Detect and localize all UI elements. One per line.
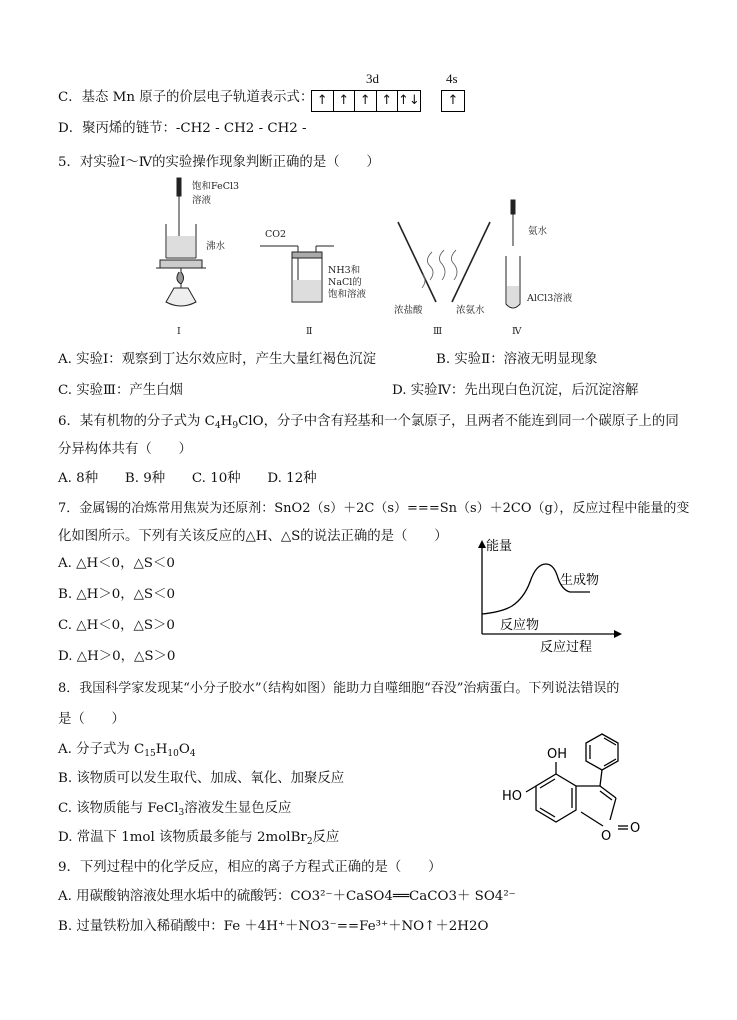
q8-d-1: D. 常温下 1mol 该物质最多能与 2molBr — [58, 830, 307, 845]
exp1-reagent-label-2: 溶液 — [192, 195, 212, 206]
q6-options: A. 8种 B. 9种 C. 10种 D. 12种 — [58, 471, 317, 486]
q8-option-d — [58, 829, 339, 851]
q7-option-a: A. △H＜0，△S＜0 — [58, 556, 175, 571]
exp4-reagent-label: 氨水 — [528, 226, 548, 237]
q8-stem-line1: 8．我国科学家发现某“小分子胶水”（结构如图）能助力自噬细胞“吞没”治病蛋白。下列说法错误的 — [58, 681, 620, 696]
exp2-liquid-label-3: 饱和溶液 — [328, 289, 367, 300]
orbital-box-4s — [441, 90, 465, 112]
q8-stem-line2: 是（ ） — [58, 712, 125, 727]
graph-reactant-label: 反应物 — [500, 618, 540, 633]
q6-stem-1c: H — [220, 414, 233, 429]
orbital-box-3d — [311, 90, 421, 112]
orbital-3d-5: ↑↓ — [398, 93, 420, 108]
benzo-ring — [536, 774, 576, 822]
graph-product-label: 生成物 — [560, 573, 600, 588]
exp2-liquid-label-1: NH3和 — [328, 265, 361, 276]
label-4s: 4s — [446, 71, 458, 86]
q9-option-a: A. 用碳酸钠溶液处理水垢中的硫酸钙：CO3²⁻＋CaSO4══CaCO3＋ SO4²⁻ — [58, 889, 516, 904]
energy-curve — [482, 564, 590, 614]
energy-axis-x-arrow — [614, 630, 622, 638]
q8-c-3: 溶液发生显色反应 — [184, 801, 292, 816]
struct-ho-left: HO — [502, 789, 523, 804]
exp-num-4: Ⅳ — [512, 326, 522, 337]
q9-stem: 9．下列过程中的化学反应，相应的离子方程式正确的是（ ） — [58, 860, 442, 875]
struct-o-keto: O — [630, 821, 641, 836]
q7-stem-line2: 化如图所示。下列有关该反应的△H、△S的说法正确的是（ ） — [58, 529, 448, 544]
q8-option-c — [58, 800, 291, 822]
q6-stem-1d: 9 — [232, 421, 239, 431]
q7-option-c: C. △H＜0，△S＞0 — [58, 618, 175, 633]
orbital-3d-2: ↑ — [334, 91, 356, 111]
phenyl-ring — [586, 734, 618, 770]
q7-stem-line1: 7．金属锡的冶炼常用焦炭为还原剂：SnO2（s）＋2C（s）===Sn（s）＋2CO（g），反应过程中能量的变 — [58, 501, 690, 516]
orbital-3d-3: ↑ — [355, 91, 377, 111]
q8-a-5: O — [178, 742, 190, 757]
exp2-gas-label: CO2 — [265, 229, 287, 240]
q6-stem-1e: ClO，分子中含有羟基和一个氯原子，且两者不能连到同一个碳原子上的同 — [238, 414, 679, 429]
q8-d-3: 反应 — [312, 830, 340, 845]
exp2-apparatus — [260, 246, 334, 302]
q5-option-a: A. 实验Ⅰ：观察到丁达尔效应时，产生大量红褐色沉淀 — [58, 352, 377, 367]
energy-axis-y-arrow — [478, 540, 486, 548]
q6-stem-1a: 6．某有机物的分子式为 C — [58, 414, 215, 429]
label-3d: 3d — [366, 71, 379, 86]
q8-a-3: H — [155, 742, 168, 757]
q5-option-d: D. 实验Ⅳ：先出现白色沉淀，后沉淀溶解 — [392, 383, 639, 398]
exp4-liquid-label: AlCl3溶液 — [527, 293, 573, 304]
struct-oh-top: OH — [547, 747, 568, 762]
graph-x-label: 反应过程 — [540, 640, 593, 655]
q8-d-2: 2 — [306, 837, 313, 847]
q6-stem-1b: 4 — [214, 421, 221, 431]
q8-a-1: A. 分子式为 C — [58, 742, 145, 757]
q8-a-2: 15 — [144, 749, 156, 759]
orbital-4s: ↑ — [447, 93, 459, 108]
exp-num-3: Ⅲ — [433, 326, 443, 337]
q8-c-1: C. 该物质能与 FeCl — [58, 801, 179, 816]
struct-o-ring: O — [601, 829, 612, 844]
q4-option-d: D．聚丙烯的链节：-CH2 - CH2 - CH2 - — [58, 121, 307, 136]
q8-option-a — [58, 741, 196, 763]
graph-y-label: 能量 — [486, 539, 513, 554]
q6-stem-line1 — [58, 413, 679, 435]
q7-option-d: D. △H＞0，△S＞0 — [58, 649, 176, 664]
exp-num-1: Ⅰ — [177, 326, 181, 337]
q8-molecule-structure — [500, 728, 650, 852]
q7-option-b: B. △H＞0，△S＜0 — [58, 587, 176, 602]
exp-num-2: Ⅱ — [306, 326, 313, 337]
exp4-apparatus — [506, 200, 520, 308]
q6-stem-line2: 分异构体共有（ ） — [58, 442, 192, 457]
exp3-apparatus — [398, 222, 490, 302]
q5-apparatus-figure — [150, 176, 590, 346]
q9-option-b: B. 过量铁粉加入稀硝酸中：Fe ＋4H⁺＋NO3⁻==Fe³⁺＋NO↑＋2H2O — [58, 919, 489, 934]
orbital-3d-1: ↑ — [312, 91, 334, 111]
orbital-3d-4: ↑ — [377, 91, 399, 111]
exp1-water-label: 沸水 — [206, 241, 226, 252]
q5-option-c: C. 实验Ⅲ：产生白烟 — [58, 383, 183, 398]
exp3-right-label: 浓氨水 — [456, 305, 485, 316]
q7-energy-diagram — [462, 538, 632, 656]
q5-option-b: B. 实验Ⅱ：溶液无明显现象 — [436, 352, 598, 367]
exp1-reagent-label-1: 饱和FeCl3 — [192, 181, 240, 192]
q8-a-6: 4 — [189, 749, 196, 759]
q8-c-2: 3 — [178, 808, 185, 818]
q8-option-b: B. 该物质可以发生取代、加成、氧化、加聚反应 — [58, 771, 345, 786]
exp3-left-label: 浓盐酸 — [394, 305, 423, 316]
q8-a-4: 10 — [167, 749, 179, 759]
q5-stem: 5．对实验Ⅰ～Ⅳ的实验操作现象判断正确的是（ ） — [58, 155, 380, 170]
exp2-liquid-label-2: NaCl的 — [328, 277, 362, 288]
q4-option-c: C．基态 Mn 原子的价层电子轨道表示式： — [58, 90, 314, 105]
